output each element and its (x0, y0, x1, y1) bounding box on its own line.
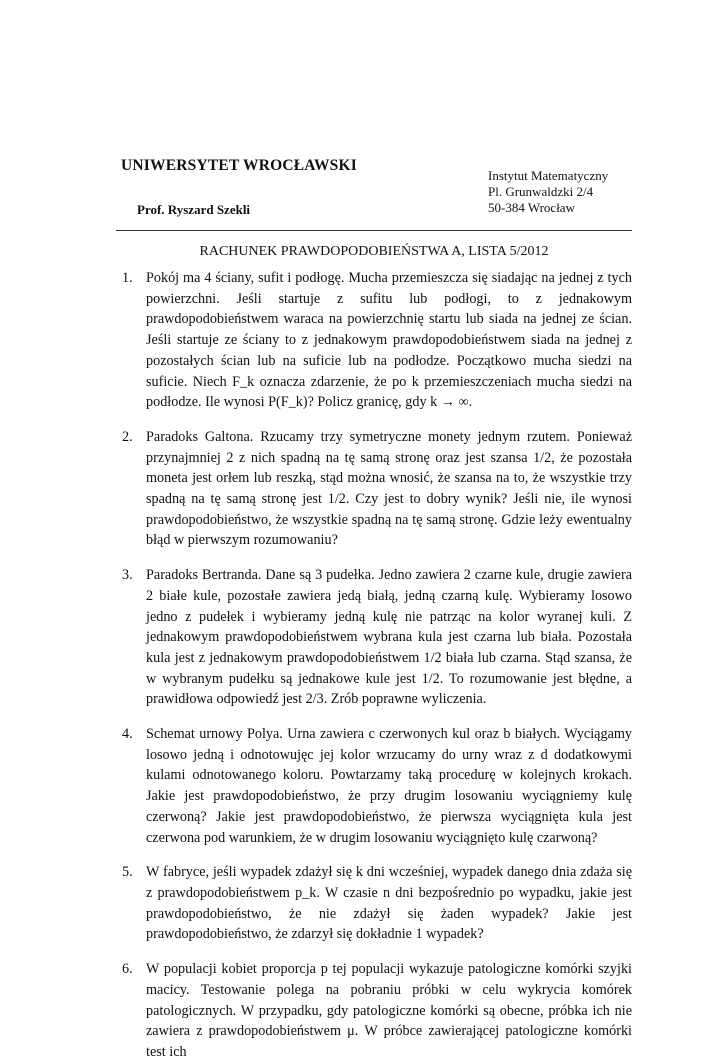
problem-number: 3. (122, 567, 133, 584)
problem-text: Schemat urnowy Polya. Urna zawiera c czerwonych kul oraz b białych. Wyciągamy losowo jedną i odnotowujęc jej kolor wrzucamy do urny wraz z d dodatkowymi kulami odnotowanego koloru. Powtarzamy taką procedurę w kolejnych krokach. Jakie jest prawdopodobieństwo, że przy drugim losowaniu wyciągniemy kulę czerwoną? Jakie jest prawdopodobieństwo, że pierwsza wyciągnięta kula jest czerwona pod warunkiem, że w drugim losowaniu wyciągnięto kulę czarwoną? (146, 726, 632, 846)
problem-text: Pokój ma 4 ściany, sufit i podłogę. Mucha przemieszcza się siadając na jednej z tych powierzchni. Jeśli startuje z sufitu lub podłogi, to z jednakowym prawdopodobieństwem waraca na powierzchnię startu lub siada na jednej ze ścian. Jeśli startuje ze ściany to z jednakowym prawdopodobieństwem siada na jednej z pozostałych ścian lub na suficie lub na podłodze. Początkowo mucha siedzi na suficie. Niech F_k oznacza zdarzenie, że po k przemieszczeniach mucha siedzi na podłodze. Ile wynosi P(F_k)? Policz granicę, gdy k → ∞. (146, 270, 632, 411)
problem-item (116, 862, 632, 945)
header-divider (116, 230, 632, 231)
problem-text: W fabryce, jeśli wypadek zdażył się k dni wcześniej, wypadek danego dnia zdaża się z prawdopodobieństwem p_k. W czasie n dni bezpośrednio po wypadku, jakie jest prawdopodobieństwo, że nie zdażył się żaden wypadek? Jakie jest prawdopodobieństwo, że zdarzył się dokładnie 1 wypadek? (146, 864, 632, 943)
problem-item (116, 565, 632, 710)
university-name: UNIWERSYTET WROCŁAWSKI (121, 157, 357, 174)
institute-line: 50-384 Wrocław (488, 200, 575, 215)
institute-line: Instytut Matematyczny (488, 168, 609, 183)
institute-line: Pl. Grunwaldzki 2/4 (488, 184, 594, 199)
problem-number: 2. (122, 428, 133, 445)
problem-number: 6. (122, 961, 133, 978)
problem-number: 5. (122, 864, 133, 881)
problem-text: Paradoks Galtona. Rzucamy trzy symetryczne monety jednym rzutem. Ponieważ przynajmniej 2 z nich spadną na tę samą stronę oraz jest szansa 1/2, że pozostała moneta jest orłem lub reszką, stąd można wnosić, że szansa na to, że wszystkie trzy spadną na tę samą stronę jest 1/2. Czy jest to dobry wynik? Jeśli nie, ile wynosi prawdopodobieństwo, że wszystkie spadną na tę samą stronę. Gdzie leży ewentualny błąd w pierwszym rozumowaniu? (146, 428, 632, 549)
problem-text: W populacji kobiet proporcja p tej populacji wykazuje patologiczne komórki szyjki macicy. Testowanie polega na pobraniu próbki w celu wykrycia komórek patologicznych. W przypadku, gdy patologiczne komórki są obecne, próbka ich nie zawiera z prawdopodobieństwem μ. W próbce zawierającej patologiczne komórki test ich (146, 961, 632, 1060)
problem-item (116, 959, 632, 1063)
problem-list (116, 268, 632, 1063)
professor-name: Prof. Ryszard Szekli (137, 202, 251, 217)
problem-number: 1. (122, 270, 133, 286)
document-title: RACHUNEK PRAWDOPODOBIEŃSTWA A, LISTA 5/2012 (199, 244, 549, 259)
institute-address (488, 168, 608, 216)
problem-item (116, 427, 632, 551)
problem-item (116, 268, 632, 413)
problem-text: Paradoks Bertranda. Dane są 3 pudełka. Jedno zawiera 2 czarne kule, drugie zawiera 2 białe kule, pozostałe zawiera jedą białą, jedną czarną kulę. Wybieramy losowo jedno z pudełek i wybieramy jedną kulę nie patrząc na kolor wyranej kuli. Z jednakowym prawdopodobieństwem wybrana kula jest czarna lub biała. Pozostała kula jest z jednakowym prawdopodobieństwem 1/2 biała lub czarna. Stąd szansa, że w wybranym pudełku są jednakowe kule jest 1/2. To rozumowanie jest błędne, a prawidłowa odpowiedź jest 2/3. Zrób poprawne wyliczenia. (146, 567, 632, 708)
problem-number: 4. (122, 726, 133, 743)
problem-item (116, 724, 632, 848)
